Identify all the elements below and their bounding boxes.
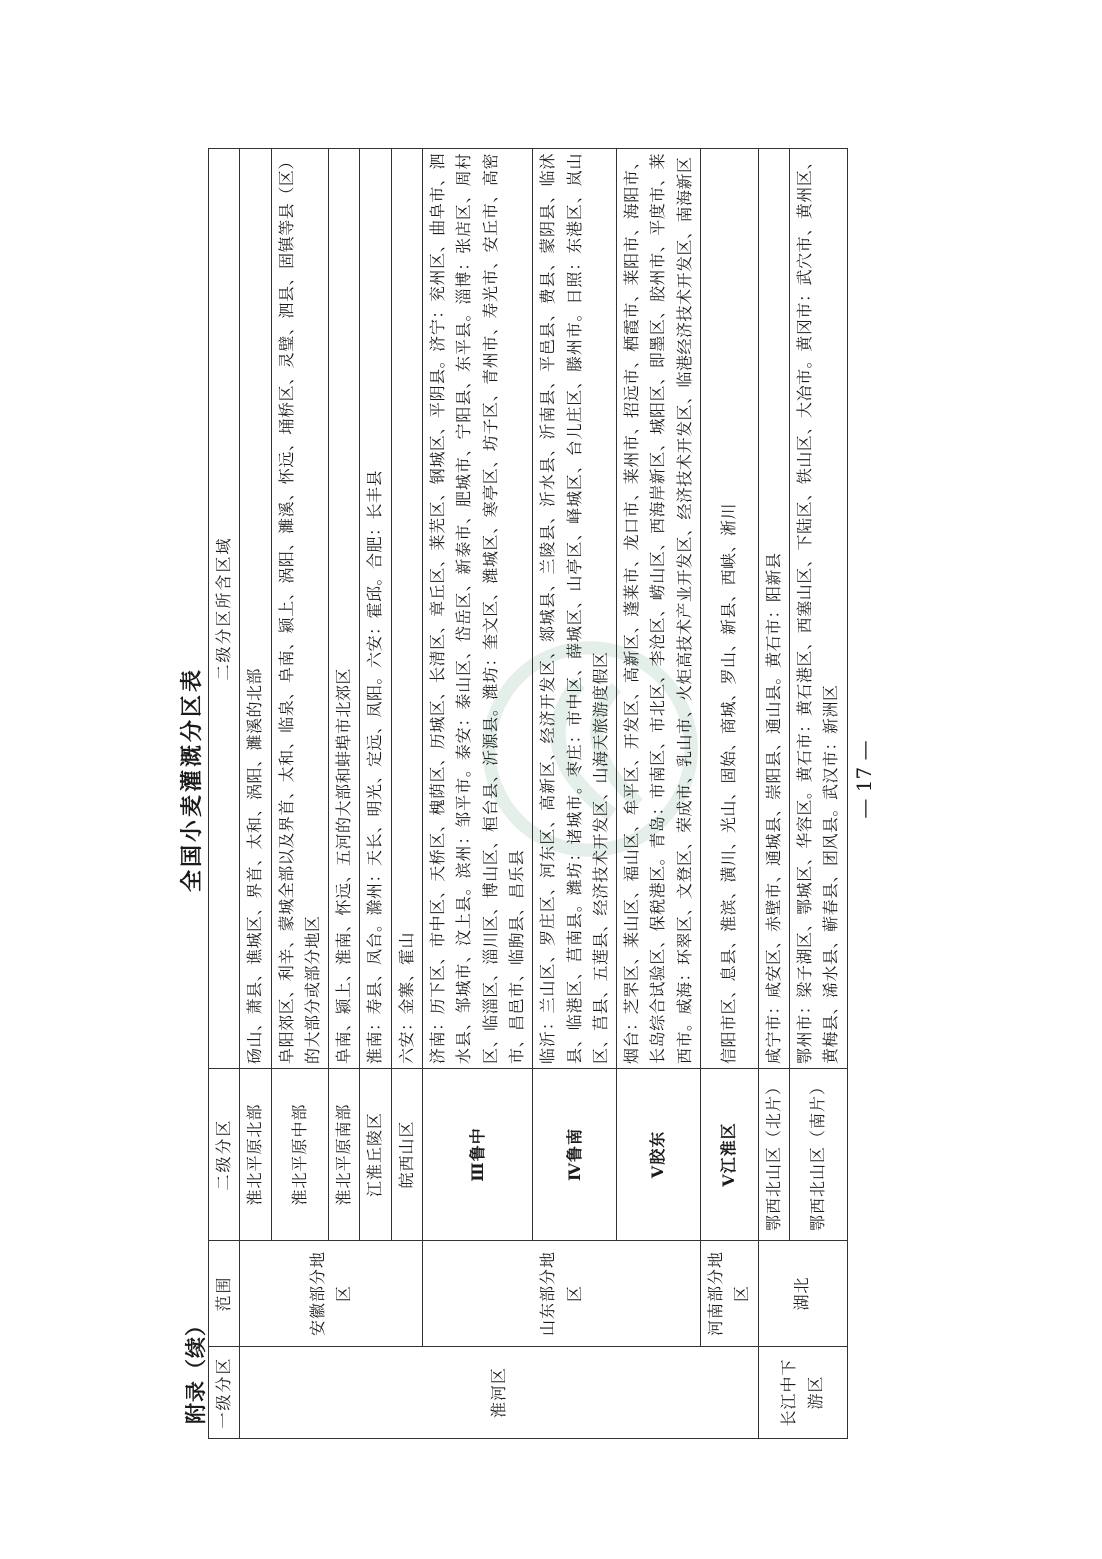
table-row [240,149,271,1439]
area-cell: 信阳市区、息县、淮滨、潢川、光山、固始、商城、罗山、新县、西峡、淅川 [701,149,759,1069]
scope-hubei: 湖北 [758,1241,847,1347]
table-row [758,149,789,1439]
zone-cell: 江淮丘陵区 [360,1069,391,1241]
page-number: — 17 — [852,740,876,819]
zone-cell: 鄂西北山区（南片） [789,1069,847,1241]
header-level2: 二级分区 [209,1069,240,1241]
zone-cell: Ⅴ江淮区 [701,1069,759,1241]
scope-shandong: 山东部分地区 [423,1241,701,1347]
scope-anhui: 安徽部分地区 [240,1241,423,1347]
table-row [423,149,533,1439]
page-title: 全国小麦灌溉分区表 [179,667,205,893]
zone-cell: 皖西山区 [391,1069,422,1241]
area-cell: 阜南、颍上、淮南、怀远、五河的大部和蚌埠市北郊区 [329,149,360,1069]
area-cell: 烟台：芝罘区、莱山区、福山区、牟平区、开发区、高新区、蓬莱市、龙口市、莱州市、招远市、栖霞市、莱阳市、海阳市、长岛综合试验区、保税港区。青岛：市南区、市北区、李沧区、崂山区、西海岸新区、城阳区、即墨区、胶州市、平度市、莱西市。威海：环翠区、文登区、荣成市、乳山市、火炬高技术产业开发区、经济技术开发区、临港经济技术开发区、南海新区 [617,149,701,1069]
area-cell: 砀山、萧县、谯城区、界首、太和、涡阳、濉溪的北部 [240,149,271,1069]
area-cell: 淮南：寿县、凤台。滁州：天长、明光、定远、凤阳。六安：霍邱。合肥：长丰县 [360,149,391,1069]
level1-huaihe: 淮河区 [240,1347,758,1439]
area-cell: 阜阳郊区、利辛、蒙城全部以及界首、太和、临泉、阜南、颍上、涡阳、濉溪、怀远、埇桥区、灵璧、泗县、固镇等县（区）的大部分或部分地区 [271,149,329,1069]
area-cell: 咸宁市：咸安区、赤壁市、通城县、崇阳县、通山县。黄石市：阳新县 [758,149,789,1069]
area-cell: 六安：金寨、霍山 [391,149,422,1069]
zone-cell: 淮北平原中部 [271,1069,329,1241]
irrigation-zone-table [208,148,848,1439]
zone-cell: 淮北平原北部 [240,1069,271,1241]
level1-changjiang: 长江中下游区 [758,1347,847,1439]
header-level1: 一级分区 [209,1347,240,1439]
appendix-label: 附录（续） [183,1314,208,1424]
area-cell: 济南：历下区、市中区、天桥区、槐荫区、历城区、长清区、章丘区、莱芜区、钢城区、平阴县。济宁：兖州区、曲阜市、泗水县、邹城市、汶上县。滨州：邹平市。泰安：泰山区、岱岳区、新泰市、肥城市、宁阳县、东平县。淄博：张店区、周村区、临淄区、淄川区、博山区、桓台县、沂源县。潍坊：奎文区、潍城区、寒亭区、坊子区、青州市、寿光市、安丘市、高密市、昌邑市、临朐县、昌乐县 [423,149,533,1069]
zone-cell: Ⅲ鲁中 [423,1069,533,1241]
area-cell: 鄂州市：梁子湖区、鄂城区、华容区。黄石市：黄石港区、西塞山区、下陆区、铁山区、大冶市。黄冈市：武穴市、黄州区、黄梅县、浠水县、蕲春县、团风县。武汉市：新洲区 [789,149,847,1069]
zone-cell: Ⅳ鲁南 [533,1069,617,1241]
zone-cell: 鄂西北山区（北片） [758,1069,789,1241]
zone-cell: Ⅴ胶东 [617,1069,701,1241]
table-row [701,149,759,1439]
scope-henan: 河南部分地区 [701,1241,759,1347]
area-cell: 临沂：兰山区、罗庄区、河东区、高新区、经济开发区、郯城县、兰陵县、沂水县、沂南县、平邑县、费县、蒙阴县、临沭县、临港区、莒南县。潍坊：诸城市。枣庄：市中区、薛城区、山亭区、峄城区、台儿庄区、滕州市。日照：东港区、岚山区、莒县、五莲县、经济技术开发区、山海天旅游度假区 [533,149,617,1069]
table-header-row [209,149,240,1439]
header-scope: 范围 [209,1241,240,1347]
header-areas: 二级分区所含区域 [209,149,240,1069]
zone-cell: 淮北平原南部 [329,1069,360,1241]
